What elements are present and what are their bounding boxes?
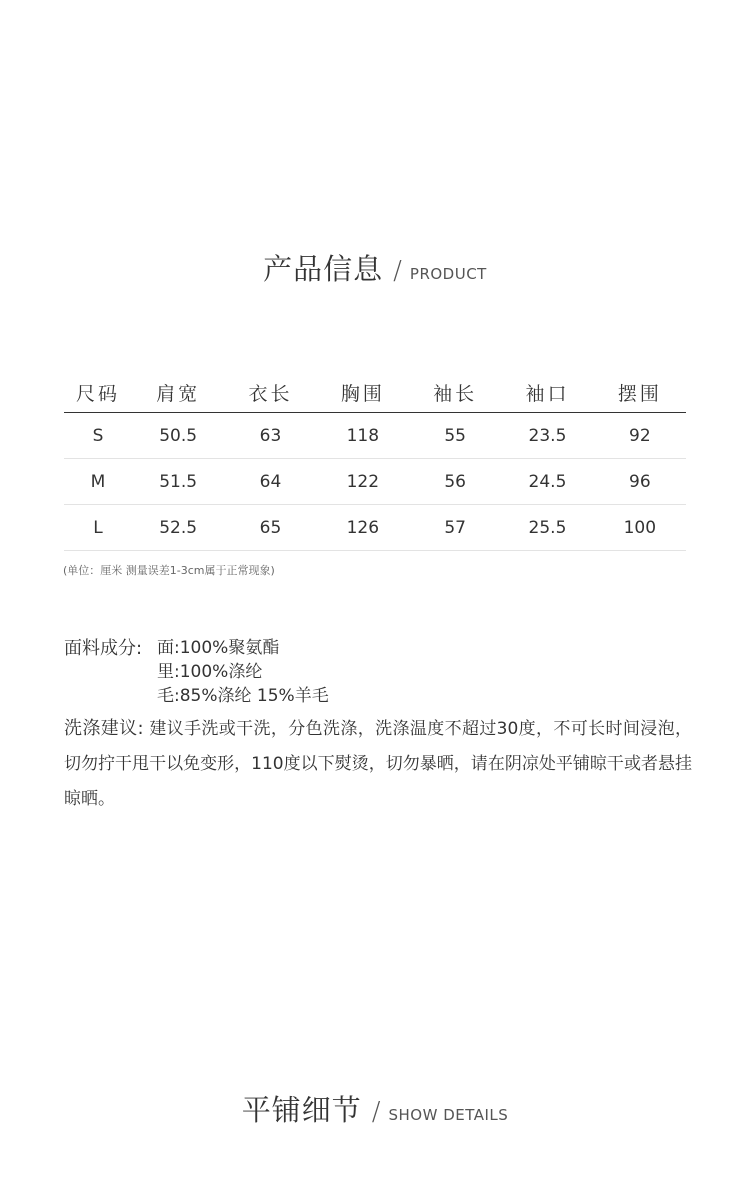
table-cell: M [64,459,132,505]
unit-note: (单位：厘米 测量误差1-3cm属于正常现象) [63,564,275,577]
fabric-line-lining: 里:100%涤纶 [157,662,263,682]
table-cell: 23.5 [501,413,593,459]
washing-text: 建议手洗或干洗，分色洗涤，洗涤温度不超过30度，不可长时间浸泡，切勿拧干甩干以免变形，110度以下熨烫，切勿暴晒，请在阴凉处平铺晾干或者悬挂晾晒。 [64,719,692,809]
table-cell: 56 [409,459,501,505]
fabric-lines [157,636,557,708]
fabric-line-fur: 毛:85%涤纶 15%羊毛 [157,686,329,706]
table-cell: 118 [317,413,409,459]
table-cell: 25.5 [501,505,593,551]
header-cuff: 袖口 [501,372,593,413]
table-cell: 126 [317,505,409,551]
size-table [64,372,686,551]
table-cell: 51.5 [132,459,224,505]
table-cell: 64 [224,459,316,505]
table-cell: 52.5 [132,505,224,551]
show-details-heading [0,1088,750,1129]
table-cell: 96 [594,459,686,505]
header-shoulder: 肩宽 [132,372,224,413]
show-details-title: 平铺细节 [241,1093,362,1127]
product-info-heading [0,247,750,288]
header-length: 衣长 [224,372,316,413]
table-cell: L [64,505,132,551]
header-hem: 摆围 [594,372,686,413]
washing-instructions [64,711,692,817]
table-row [64,459,686,505]
fabric-line-outer: 面:100%聚氨酯 [157,638,280,658]
table-row [64,413,686,459]
washing-label: 洗涤建议: [64,718,144,739]
table-cell: 92 [594,413,686,459]
table-cell: 63 [224,413,316,459]
table-cell: 100 [594,505,686,551]
table-cell: 57 [409,505,501,551]
product-info-title: 产品信息 [263,252,384,286]
product-info-subtitle: PRODUCT [409,265,487,283]
table-cell: 55 [409,413,501,459]
table-cell: 50.5 [132,413,224,459]
table-row [64,505,686,551]
table-cell: 65 [224,505,316,551]
table-cell: 122 [317,459,409,505]
title-slash: / [393,256,402,286]
header-size: 尺码 [64,372,132,413]
header-chest: 胸围 [317,372,409,413]
header-sleeve-length: 袖长 [409,372,501,413]
table-cell: S [64,413,132,459]
show-details-subtitle: SHOW DETAILS [388,1106,509,1124]
fabric-label: 面料成分: [64,638,143,659]
table-cell: 24.5 [501,459,593,505]
size-table-header-row [64,372,686,413]
title-slash: / [371,1097,381,1127]
